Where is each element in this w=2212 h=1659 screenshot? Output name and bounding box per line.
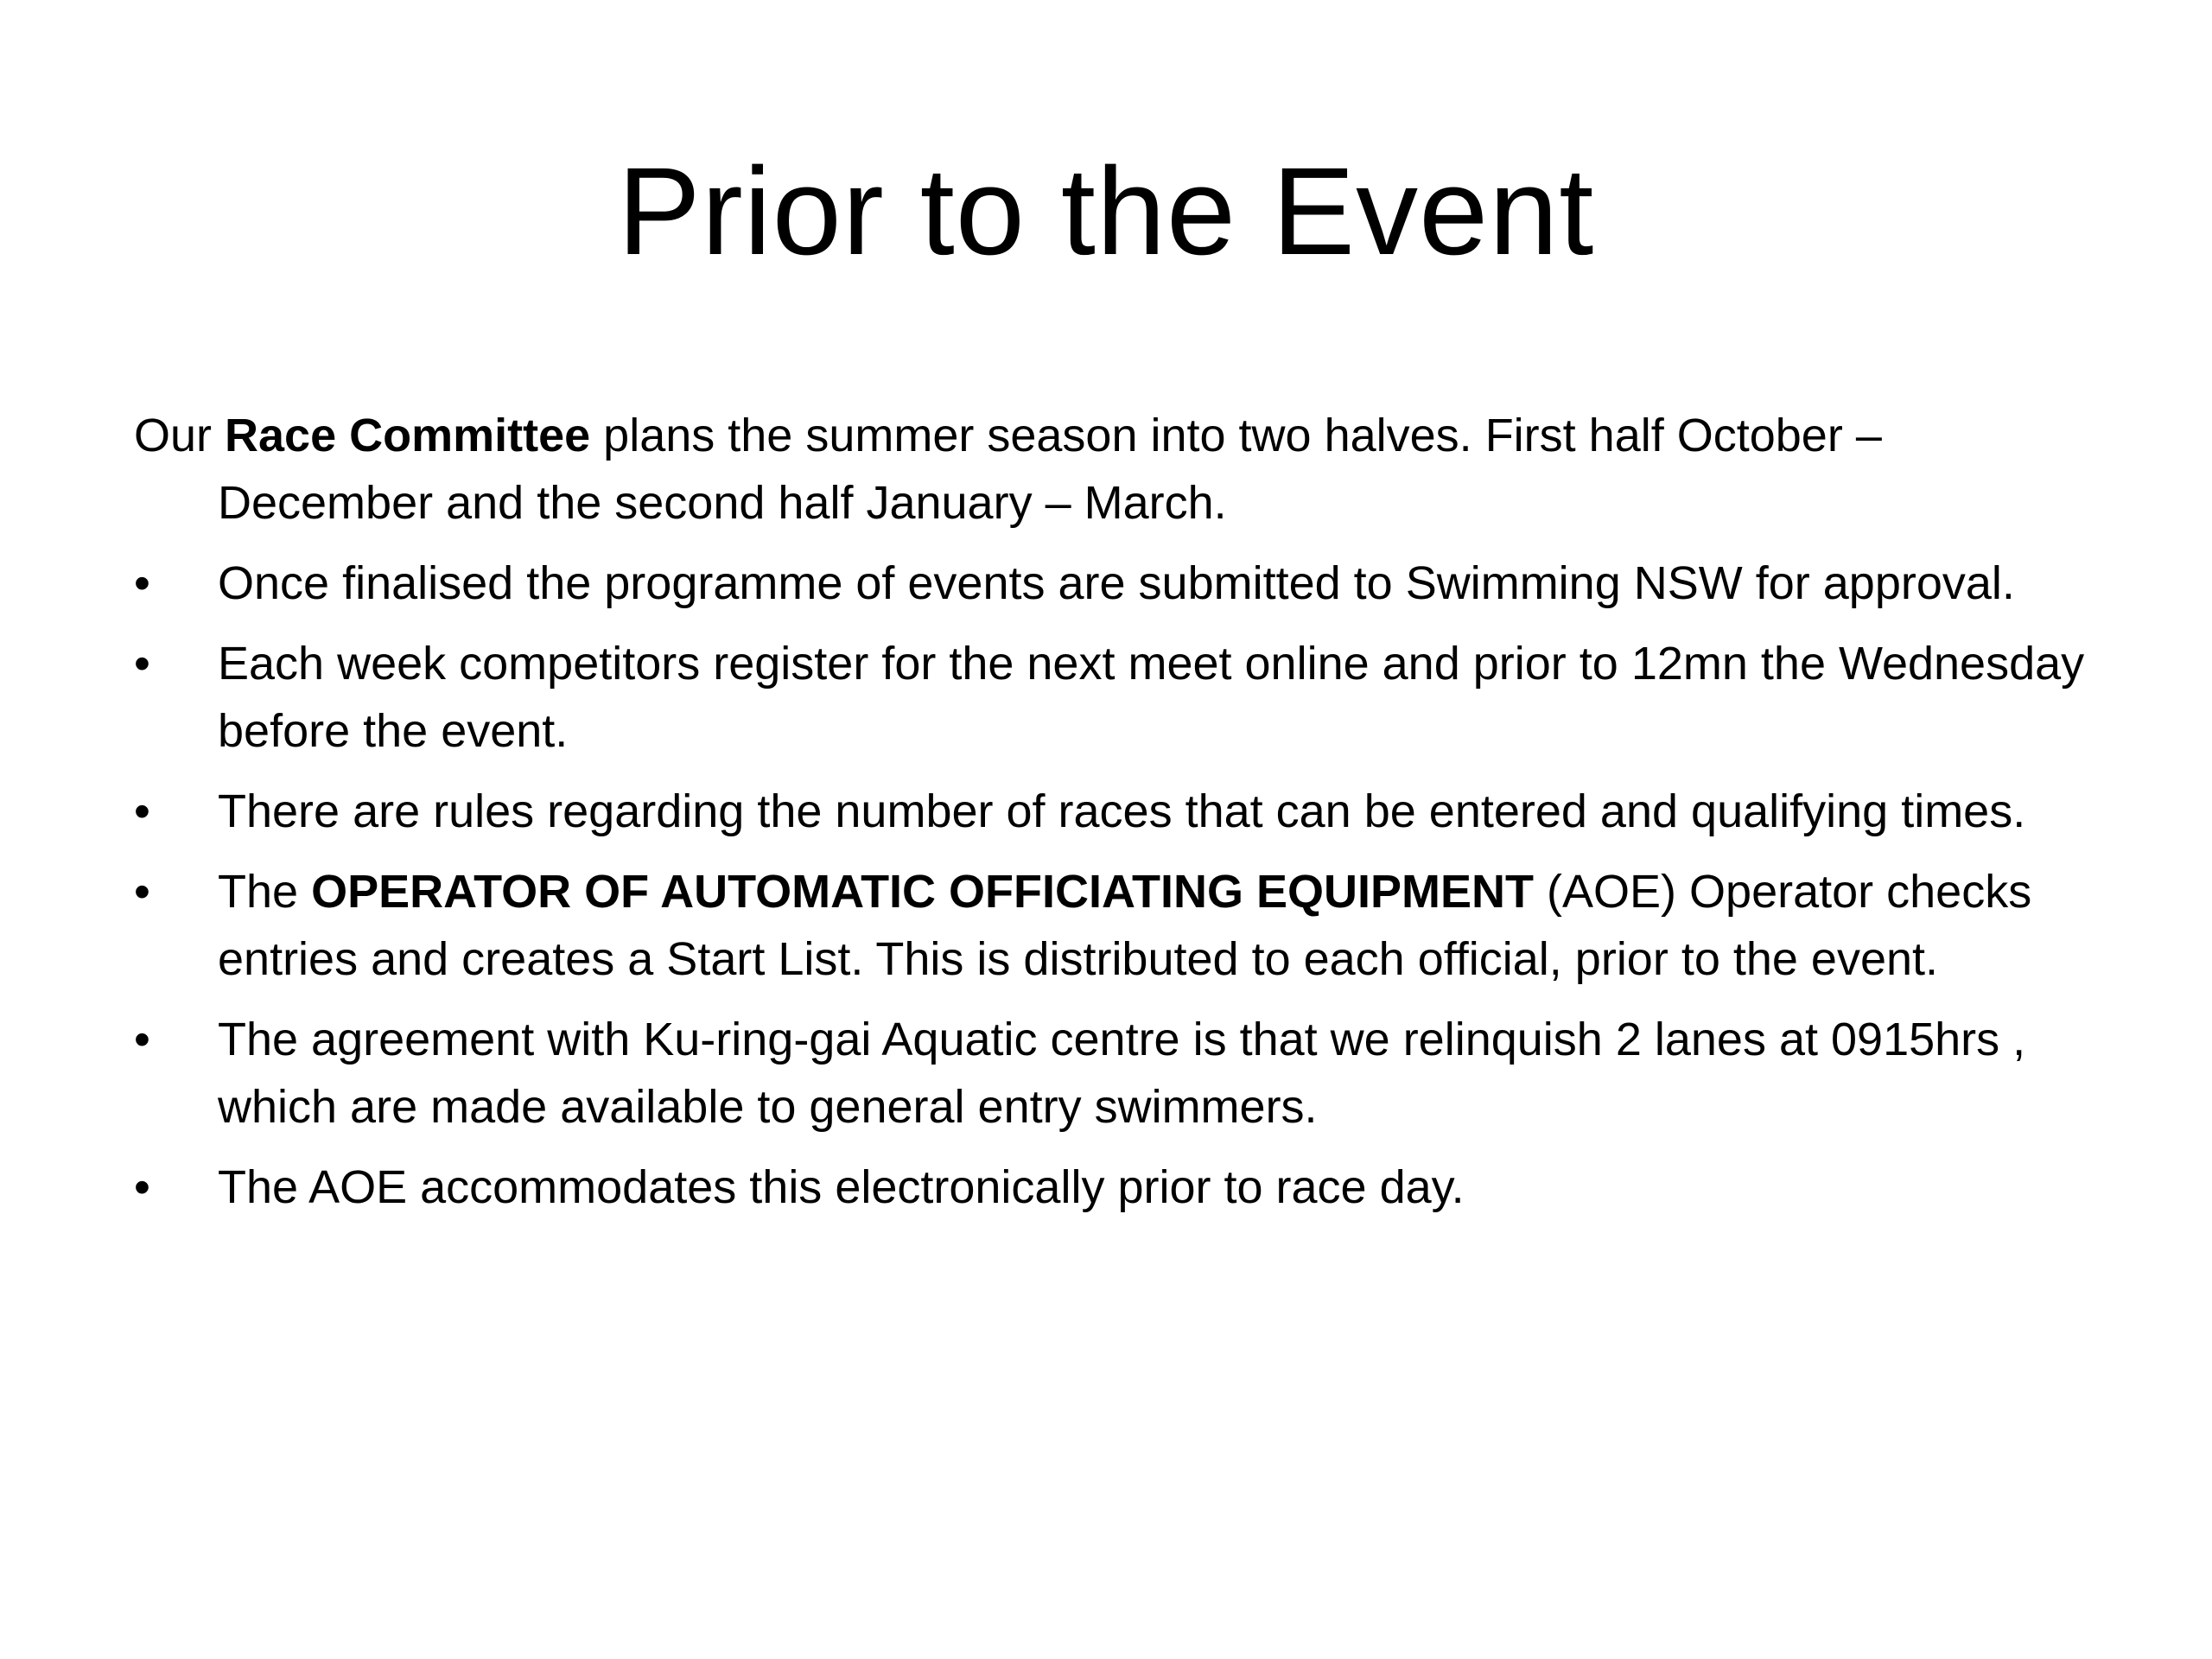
list-item-text: Once finalised the programme of events are submitted to Swimming NSW for approval. [218,557,2015,609]
list-item-text: The AOE accommodates this electronically prior to race day. [218,1161,1465,1213]
intro-paragraph [134,402,2104,537]
bullet-icon: • [134,638,150,690]
bullet-icon: • [134,866,150,918]
bullet-icon: • [134,1161,150,1213]
list-item-rest: (AOE) Operator checks entries and creates a Start List. This is distributed to each official, prior to the event. [218,866,2032,985]
race-committee-bold: Race Committee [225,410,591,461]
list-item [134,550,2104,617]
list-item [134,1006,2104,1141]
intro-rest: plans the summer season into two halves. First half October – December and the second half January – March. [218,410,1882,529]
slide-title: Prior to the Event [617,142,1595,281]
slide-body-list [134,402,2104,1234]
list-item [134,858,2104,993]
list-item [134,778,2104,845]
list-item [134,1154,2104,1221]
list-item-text: The agreement with Ku-ring-gai Aquatic centre is that we relinquish 2 lanes at 0915hrs , which are made available to general entry swimmers. [218,1014,2026,1133]
bullet-icon: • [134,785,150,837]
list-item-lead: The [218,866,312,918]
list-item-text: Each week competitors register for the next meet online and prior to 12mn the Wednesday before the event. [218,638,2085,757]
list-item-text: There are rules regarding the number of races that can be entered and qualifying times. [218,785,2026,837]
list-item [134,630,2104,765]
intro-lead: Our [134,410,226,461]
aoe-operator-bold: OPERATOR OF AUTOMATIC OFFICIATING EQUIPMENT [311,866,1535,918]
bullet-icon: • [134,1014,150,1065]
bullet-icon: • [134,557,150,609]
